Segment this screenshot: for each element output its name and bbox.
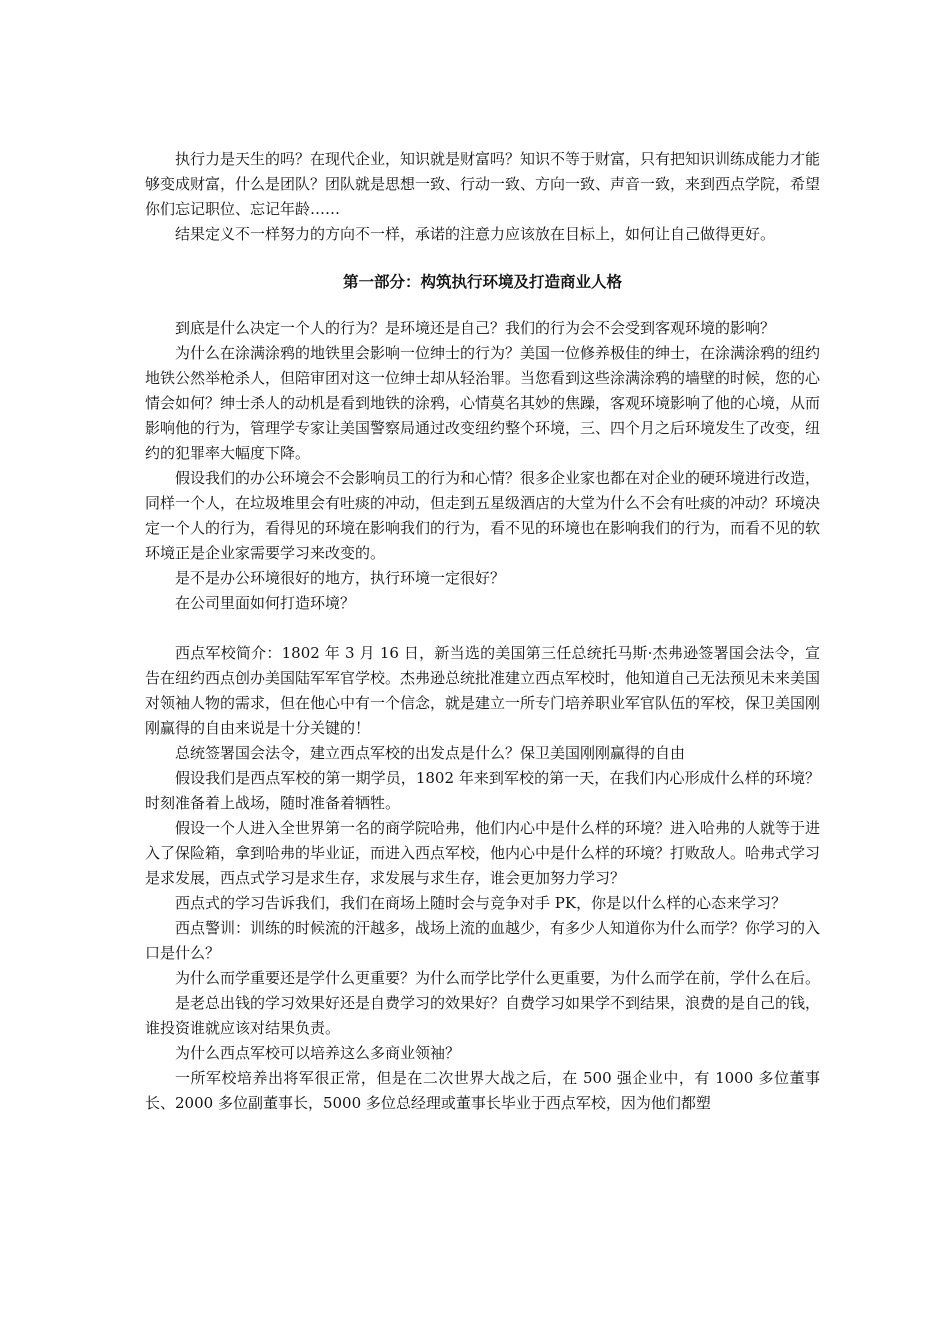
section2-paragraph-3: 假设我们是西点军校的第一期学员，1802 年来到军校的第一天，在我们内心形成什么样的环境？时刻准备着上战场，随时准备着牺牲。	[145, 769, 820, 812]
section2-paragraph-10: 一所军校培养出将军很正常，但是在二次世界大战之后，在 500 强企业中，有 1000 多位董事长、2000 多位副董事长，5000 多位总经理或董事长毕业于西点军校，因为他们都塑	[145, 1069, 820, 1112]
section2-paragraph-1: 西点军校简介：1802 年 3 月 16 日，新当选的美国第三任总统托马斯·杰弗逊签署国会法令，宣告在纽约西点创办美国陆军军官学校。杰弗逊总统批准建立西点军校时，他知道自己无法预见未来美国对领袖人物的需求，但在他心中有一个信念，就是建立一所专门培养职业军官队伍的军校，保卫美国刚刚赢得的自由来说是十分关键的！	[145, 644, 821, 737]
section2-paragraph-7: 为什么而学重要还是学什么更重要？为什么而学比学什么更重要，为什么而学在前，学什么在后。	[175, 969, 821, 987]
section1-paragraph-3: 假设我们的办公环境会不会影响员工的行为和心情？很多企业家也都在对企业的硬环境进行改造，同样一个人，在垃圾堆里会有吐痰的冲动，但走到五星级酒店的大堂为什么不会有吐痰的冲动？环境决定一个人的行为，看得见的环境在影响我们的行为，看不见的环境也在影响我们的行为，而看不见的软环境正是企业家需要学习来改变的。	[145, 469, 821, 562]
section1-paragraph-1: 到底是什么决定一个人的行为？是环境还是自己？我们的行为会不会受到客观环境的影响？	[175, 319, 776, 337]
section2-paragraph-6: 西点警训：训练的时候流的汗越多，战场上流的血越少，有多少人知道你为什么而学？你学习的入口是什么？	[145, 919, 821, 962]
section2-paragraph-9: 为什么西点军校可以培养这么多商业领袖？	[175, 1044, 461, 1062]
section1-paragraph-4: 是不是办公环境很好的地方，执行环境一定很好？	[175, 569, 506, 587]
intro-paragraph-2: 结果定义不一样努力的方向不一样，承诺的注意力应该放在目标上，如何让自己做得更好。	[175, 225, 776, 243]
section1-paragraph-2: 为什么在涂满涂鸦的地铁里会影响一位绅士的行为？美国一位修养极佳的绅士，在涂满涂鸦的纽约地铁公然举枪杀人，但陪审团对这一位绅士却从轻治罪。当您看到这些涂满涂鸦的墙壁的时候，您的心情会如何？绅士杀人的动机是看到地铁的涂鸦，心情莫名其妙的焦躁，客观环境影响了他的心境，从而影响他的行为，管理学专家让美国警察局通过改变纽约整个环境，三、四个月之后环境发生了改变，纽约的犯罪率大幅度下降。	[145, 344, 821, 462]
section1-paragraph-5: 在公司里面如何打造环境？	[175, 594, 356, 612]
section2-paragraph-8: 是老总出钱的学习效果好还是自费学习的效果好？自费学习如果学不到结果，浪费的是自己的钱，谁投资谁就应该对结果负责。	[145, 994, 821, 1037]
intro-paragraph-1: 执行力是天生的吗？在现代企业，知识就是财富吗？知识不等于财富，只有把知识训练成能力才能够变成财富，什么是团队？团队就是思想一致、行动一致、方向一致、声音一致，来到西点学院，希望你们忘记职位、忘记年龄……	[145, 150, 821, 218]
section2-paragraph-4: 假设一个人进入全世界第一名的商学院哈弗，他们内心中是什么样的环境？进入哈弗的人就等于进入了保险箱，拿到哈弗的毕业证，而进入西点军校，他内心中是什么样的环境？打败敌人。哈弗式学习是求发展，西点式学习是求生存，求发展与求生存，谁会更加努力学习？	[145, 819, 821, 887]
blank-line	[145, 616, 820, 641]
document-page	[145, 147, 820, 1116]
section2-paragraph-5: 西点式的学习告诉我们，我们在商场上随时会与竞争对手 PK，你是以什么样的心态来学习？	[175, 894, 787, 912]
section-title: 第一部分：构筑执行环境及打造商业人格	[342, 272, 622, 291]
section2-paragraph-2: 总统签署国会法令，建立西点军校的出发点是什么？保卫美国刚刚赢得的自由	[175, 744, 686, 762]
